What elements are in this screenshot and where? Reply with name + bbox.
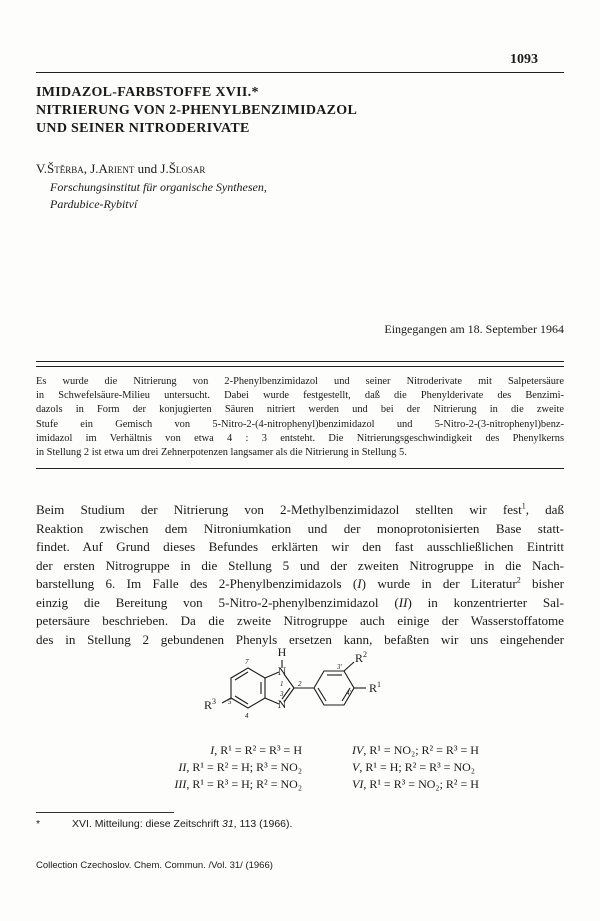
- body-line: [36, 575, 564, 594]
- compound-entry: I, R¹ = R² = R³ = H: [210, 743, 302, 757]
- title-line-2: NITRIERUNG VON 2-PHENYLBENZIMIDAZOL: [36, 103, 358, 118]
- substituent-r2: [355, 650, 367, 665]
- compound-ref: II: [398, 594, 408, 610]
- authors: [36, 161, 205, 177]
- affiliation-line-1: Forschungsinstitut für organische Synthesen,: [50, 180, 267, 194]
- r3-symbol: R: [204, 698, 213, 712]
- title-line-1: IMIDAZOL-FARBSTOFFE XVII.*: [36, 85, 259, 100]
- substituent-r3: [204, 697, 216, 712]
- body-line: findet. Auf Grund dieses Befundes erklärten wir den fast ausschließlichen Eintritt: [36, 539, 564, 554]
- author-names-2: J.Šlosar: [160, 161, 206, 176]
- body-line: des in Stellung 2 gebundenen Phenyls ersetzen kann, befaßten wir uns eingehender: [36, 631, 564, 647]
- footnote-volume: 31: [221, 818, 234, 830]
- author-names-1: V.Štěrba, J.Arient: [36, 161, 135, 176]
- structure-bonds: [222, 660, 366, 708]
- compound-table: [96, 742, 479, 793]
- compound-entry: IV, R¹ = NO₂; R² = R³ = H: [352, 743, 479, 757]
- body-paragraph: [36, 501, 564, 649]
- atom-n3: N: [277, 697, 287, 711]
- locant-4-prime: 4': [346, 689, 351, 697]
- compound-number: V: [352, 760, 360, 774]
- abstract-line: imidazol im Verhältnis von etwa 4 : 3 entsteht. Die Nitrierungsgeschwindigkeit des Phenylkerns: [36, 432, 564, 444]
- abstract-rule-top-2: [36, 366, 564, 367]
- footnote-text: XVI. Mitteilung: diese Zeitschrift: [72, 818, 222, 830]
- compound-entry: III, R¹ = R³ = H; R² = NO₂: [174, 777, 302, 791]
- footnote-text-end: , 113 (1966).: [233, 818, 293, 830]
- body-text-segment: barstellung 6. Im Falle des 2-Phenylbenzimidazols (: [36, 576, 358, 591]
- page-number: 1093: [510, 52, 538, 67]
- reference-mark: 1: [521, 501, 526, 511]
- body-line: [36, 501, 564, 520]
- r2-symbol: R: [355, 651, 364, 665]
- double-bond: [235, 696, 248, 704]
- locant-3: 3: [280, 690, 284, 698]
- chemical-structure-diagram: [198, 642, 398, 740]
- abstract-line: in Stellung 2 ist etwa um drei Zehnerpotenzen langsamer als die Nitrierung in Stellung 5.: [36, 447, 407, 459]
- locant-3-prime: 3': [337, 663, 342, 671]
- author-conjunction: und: [134, 161, 161, 176]
- r3-superscript: 3: [212, 697, 217, 706]
- abstract-line: Stufe ein Gemisch von 5-Nitro-2-(4-nitrophenyl)benzimidazol und 5-Nitro-2-(3-nitrophenyl)benz-: [36, 418, 564, 430]
- bond-r2: [344, 662, 354, 671]
- compound-entry: VI, R¹ = R³ = NO₂; R² = H: [352, 777, 479, 791]
- body-text-segment: , daß: [525, 502, 565, 517]
- benzo-ring: [231, 668, 265, 708]
- compound-number: I: [210, 743, 215, 757]
- compound-row: [96, 742, 479, 759]
- compound-entry: V, R¹ = H; R² = R³ = NO₂: [352, 760, 475, 774]
- locant-4: 4: [245, 712, 249, 720]
- footnote-rule: [36, 812, 174, 813]
- compound-number: IV: [352, 743, 364, 757]
- substituent-r1: [369, 680, 381, 695]
- compound-row: [96, 759, 479, 776]
- body-line: Reaktion zwischen dem Nitroniumkation und der monoprotonisierten Base statt-: [36, 520, 564, 536]
- compound-row: [96, 776, 479, 793]
- compound-formula: R¹ = R³ = H; R² = NO₂: [192, 777, 302, 791]
- locant-5: 5: [228, 698, 232, 706]
- compound-ref: I: [357, 576, 362, 591]
- header-rule: [36, 72, 564, 73]
- body-line: der ersten Nitrogruppe in die Stellung 5 und der zweiten Nitrogruppe in die Nach-: [36, 557, 564, 573]
- affiliation: [50, 179, 267, 213]
- double-bond: [318, 688, 326, 701]
- phenyl-ring: [314, 671, 354, 705]
- compound-entry: II, R¹ = R² = H; R³ = NO₂: [178, 760, 302, 774]
- r1-superscript: 1: [377, 680, 382, 689]
- abstract-line: in Schwefelsäure-Milieu untersucht. Dabei wurde festgestellt, daß die Phenylderivate des Benzimi-: [36, 390, 564, 402]
- locant-1: 1: [280, 680, 284, 688]
- abstract: [36, 375, 564, 460]
- locant-2: 2: [298, 680, 302, 688]
- r2-superscript: 2: [363, 650, 368, 659]
- received-date: Eingegangen am 18. September 1964: [384, 322, 564, 336]
- compound-number: III: [174, 777, 187, 791]
- locant-7: 7: [245, 658, 249, 666]
- compound-formula: R¹ = R³ = NO₂; R² = H: [369, 777, 479, 791]
- compound-number: II: [178, 760, 187, 774]
- title-line-3: UND SEINER NITRODERIVATE: [36, 121, 250, 136]
- abstract-line: dazols in Form der konjugierten Säuren nitriert werden und bei der Nitrierung in die zweite: [36, 404, 564, 416]
- affiliation-line-2: Pardubice-Rybitví: [50, 197, 138, 211]
- body-line: petersäure beschrieben. Da die zweite Nitrogruppe auch einige der Wasserstoffatome: [36, 613, 564, 628]
- journal-footer: Collection Czechoslov. Chem. Commun. /Vol. 31/ (1966): [36, 860, 273, 871]
- double-bond: [235, 672, 248, 680]
- compound-formula: R¹ = R² = R³ = H: [220, 743, 302, 757]
- footnote-mark: *: [36, 818, 41, 830]
- abstract-rule-top: [36, 361, 564, 362]
- compound-formula: R¹ = H; R² = R³ = NO₂: [365, 760, 475, 774]
- atom-h: H: [277, 645, 287, 659]
- body-text-segment: ) wurde in der Literatur: [361, 576, 517, 591]
- abstract-rule-bottom: [36, 468, 564, 469]
- article-title: [36, 84, 564, 138]
- compound-formula: R¹ = R² = H; R³ = NO₂: [192, 760, 302, 774]
- body-line: [36, 594, 564, 613]
- body-text-segment: Beim Studium der Nitrierung von 2-Methylbenzimidazol stellten wir fest: [36, 502, 522, 517]
- compound-number: VI: [352, 777, 364, 791]
- compound-formula: R¹ = NO₂; R² = R³ = H: [369, 743, 479, 757]
- reference-mark: 2: [516, 575, 521, 585]
- body-text-segment: ) in konzentrierter Sal-: [407, 594, 564, 610]
- atom-n1: N: [277, 664, 287, 678]
- body-text-segment: einzig die Bereitung von 5-Nitro-2-phenylbenzimidazol (: [36, 594, 399, 610]
- abstract-line: Es wurde die Nitrierung von 2-Phenylbenzimidazol und seiner Nitroderivate mit Salpetersäure: [36, 376, 564, 387]
- footnote: [36, 818, 292, 830]
- body-text-segment: bisher: [520, 576, 564, 591]
- r1-symbol: R: [369, 681, 378, 695]
